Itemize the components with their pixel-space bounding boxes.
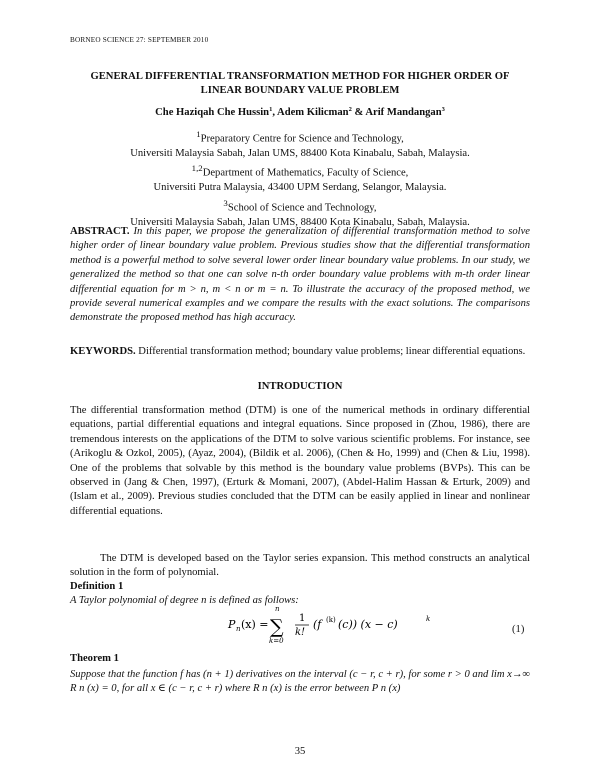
affiliations <box>70 127 530 230</box>
page-number: 35 <box>294 746 306 757</box>
equation-lhs-subscript: n <box>236 625 241 633</box>
affiliation-mark: 3 <box>223 197 228 208</box>
introduction-paragraph: The DTM is developed based on the Taylor series expansion. This method constructs an analytical solution in the form of polynomial. <box>70 553 530 579</box>
author-name: Arif Mandangan <box>365 107 442 118</box>
affiliation-text: Preparatory Centre for Science and Technology, <box>200 133 404 145</box>
author-list <box>70 107 530 118</box>
affiliation-mark: 1,2 <box>191 163 203 174</box>
introduction-paragraph: The differential transformation method (DTM) is one of the numerical methods in ordinary differential equations, partial differential equations and integral equations. Since proposed in (Zhou, 1986), there are tremendous interests on the applications of the DTM to solve various scientific problems. For instance, see (Arikoglu & Ozkol, 2005), (Ayaz, 2004), (Bildik et al. 2006), (Chen & Ho, 1999) and (Chen & Liu, 1998). One of the problems that solvable by this method is the boundary value problems (BVPs). This can be observed in (Jang & Chen, 1997), (Erturk & Momani, 2007), (Abdel-Halim Hassan & Erturk, 2009) and (Islam et al., 2009). Previous studies concluded that the DTM can be easily applied in linear and nonlinear differential equations. <box>70 405 530 517</box>
author-affiliation-mark: 3 <box>441 106 445 113</box>
definition-title: Definition 1 <box>70 581 124 592</box>
affiliation-text: School of Science and Technology, <box>227 202 377 214</box>
equation-function: (f <box>313 618 322 631</box>
affiliation-text: Department of Mathematics, Faculty of Science, <box>202 167 409 179</box>
running-head: BORNEO SCIENCE 27: SEPTEMBER 2010 <box>70 36 209 44</box>
affiliation-line <box>70 196 530 216</box>
theorem-title: Theorem 1 <box>70 653 119 664</box>
summation-symbol: ∑ <box>270 616 284 638</box>
keywords-label: KEYWORDS. <box>70 346 136 357</box>
equation-lhs-argument: (x) = <box>241 618 269 631</box>
author-affiliation-mark: 1 <box>269 106 273 113</box>
theorem-text: Suppose that the function f has (n + 1) derivatives on the interval (c − r, c + r), for some r > 0 and lim x→∞ R n (x) = 0, for all x ∈ (c − r, c + r) where R n (x) is the error between P n (x) <box>70 669 530 695</box>
section-heading-introduction: INTRODUCTION <box>257 381 343 392</box>
abstract-label: ABSTRACT. <box>70 226 130 237</box>
equation-power: k <box>426 615 431 623</box>
affiliation-line <box>70 161 530 181</box>
equation-number: (1) <box>512 624 525 635</box>
affiliation-line <box>70 127 530 147</box>
affiliation-mark: 1 <box>196 129 201 139</box>
affiliation-line: Universiti Malaysia Sabah, Jalan UMS, 88400 Kota Kinabalu, Sabah, Malaysia. <box>130 216 470 228</box>
sum-upper-limit: n <box>275 605 280 613</box>
equation-lhs: P <box>228 618 236 631</box>
fraction-denominator: k! <box>295 627 306 638</box>
sum-lower-limit: k=0 <box>269 637 284 645</box>
equation-body: (c)) (x − c) <box>338 618 398 631</box>
author-affiliation-mark: 2 <box>348 106 352 113</box>
abstract-text: In this paper, we propose the generalization of differential transformation method to solve higher order of linear boundary value problem. Previous studies show that the differential transformation method is a powerful method to solve several lower order linear boundary value problems. In our study, we generalized the method so that one can solve n-th order boundary value problems with m-th order linear differential equation for m > n, m < n or m = n. To illustrate the accuracy of the proposed method, we provide several numerical examples and we compare the results with the exact solutions. The comparisons demonstrate the proposed method has high accuracy. <box>70 226 530 324</box>
equation-derivative-order: (k) <box>326 616 336 624</box>
abstract <box>70 225 530 326</box>
author-separator: & <box>351 107 366 118</box>
affiliation-line: Universiti Malaysia Sabah, Jalan UMS, 88400 Kota Kinabalu, Sabah, Malaysia. <box>130 147 470 159</box>
keywords <box>70 345 530 359</box>
definition-text: A Taylor polynomial of degree n is defined as follows: <box>70 595 299 606</box>
keywords-text: Differential transformation method; boundary value problems; linear differential equations. <box>135 346 526 357</box>
affiliation-line: Universiti Putra Malaysia, 43400 UPM Serdang, Selangor, Malaysia. <box>153 182 447 194</box>
paper-title: GENERAL DIFFERENTIAL TRANSFORMATION METHOD FOR HIGHER ORDER OF LINEAR BOUNDARY VALUE PROBLEM <box>90 71 510 96</box>
author-name: Adem Kilicman <box>277 107 349 118</box>
author-separator: , <box>272 107 278 118</box>
taylor-polynomial-equation <box>220 602 540 646</box>
fraction-numerator: 1 <box>299 613 306 624</box>
author-name: Che Haziqah Che Hussin <box>155 107 270 118</box>
